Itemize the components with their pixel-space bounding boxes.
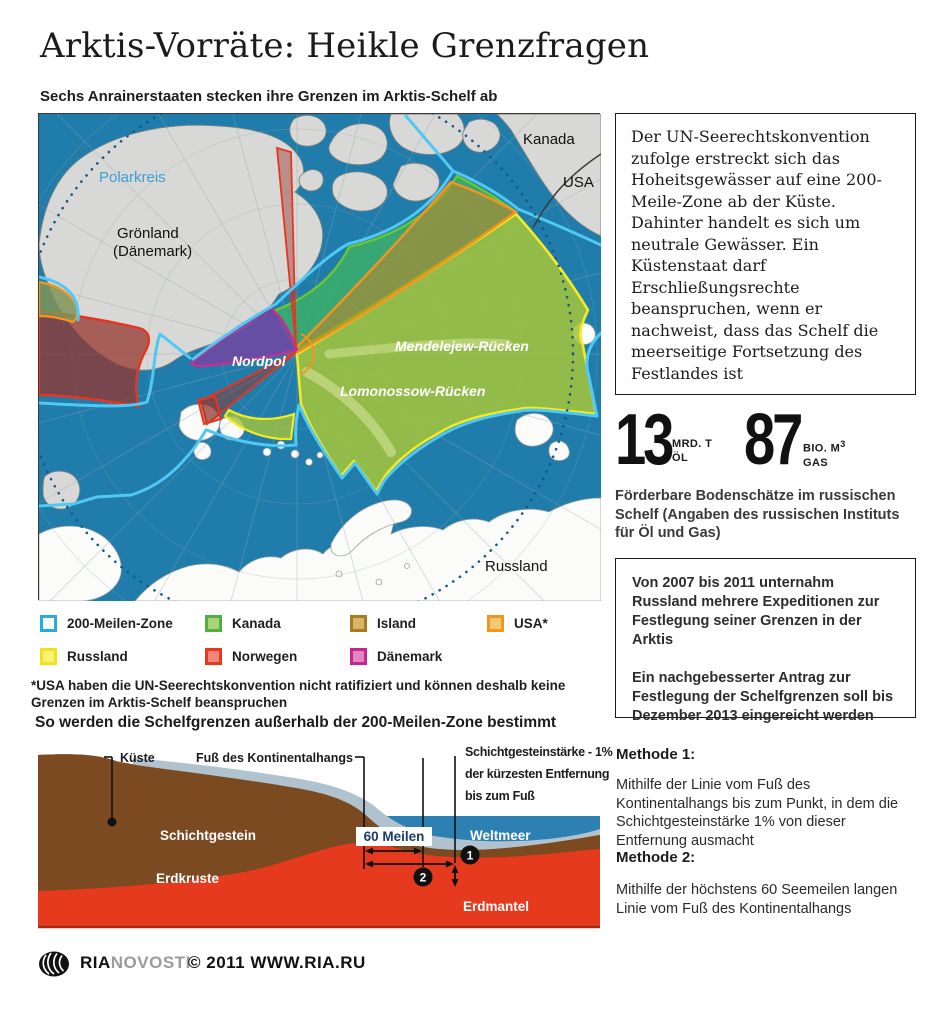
label-schichtstaerke-1: Schichtgesteinstärke - 1% bbox=[465, 745, 613, 759]
label-60-meilen: 60 Meilen bbox=[363, 829, 425, 844]
islet bbox=[376, 579, 382, 585]
islet bbox=[336, 571, 342, 577]
gas-unit-line1: BIO. $M^3$ bbox=[803, 439, 846, 455]
legend-label: Kanada bbox=[232, 616, 281, 631]
label-mendelejew-ruecken: Mendelejew-Rücken bbox=[395, 338, 529, 354]
label-lomonossow-ruecken: Lomonossow-Rücken bbox=[340, 383, 486, 399]
brand-novosti: NOVOSTI bbox=[110, 953, 191, 972]
legend-label: Island bbox=[377, 616, 417, 631]
gas-stat-units bbox=[803, 437, 846, 470]
legend-label: Dänemark bbox=[377, 649, 443, 664]
oil-stat-value: 13 bbox=[615, 400, 672, 480]
label-groenland: Grönland bbox=[117, 225, 179, 242]
arctic-island bbox=[393, 163, 439, 201]
legend-label: Norwegen bbox=[232, 649, 298, 664]
legend-swatch-daenemark bbox=[350, 648, 367, 665]
franz-josef-island bbox=[291, 450, 299, 458]
islet bbox=[405, 564, 410, 569]
oil-unit-line2: ÖL bbox=[672, 452, 689, 464]
coast-dot bbox=[108, 818, 117, 827]
arctic-map bbox=[38, 113, 600, 600]
marker-1 bbox=[461, 846, 480, 865]
arctic-island bbox=[290, 115, 326, 146]
label-russland: Russland bbox=[485, 558, 548, 575]
legend-swatch-200-meilen-zone bbox=[40, 615, 57, 632]
legend-swatch-kanada bbox=[205, 615, 222, 632]
label-usa: USA bbox=[563, 174, 594, 191]
label-kueste: Küste bbox=[120, 751, 155, 765]
legend-swatch-norwegen bbox=[205, 648, 222, 665]
gas-stat-value: 87 bbox=[744, 400, 801, 480]
gas-unit-superscript: 3 bbox=[840, 439, 846, 449]
label-schichtstaerke-3: bis zum Fuß bbox=[465, 789, 535, 803]
label-weltmeer: Weltmeer bbox=[470, 828, 531, 843]
expeditions-info-box bbox=[615, 558, 916, 724]
oil-stat-units bbox=[672, 437, 712, 465]
label-erdkruste: Erdkruste bbox=[156, 871, 220, 886]
expeditions-paragraph-2: Ein nachgebesserter Antrag zur Festlegung der Schelfgrenzen soll bis Dezember 2013 eingereicht werden bbox=[632, 670, 894, 724]
svg-text:2: 2 bbox=[419, 870, 427, 885]
label-erdmantel: Erdmantel bbox=[463, 899, 530, 914]
usa-footnote: *USA haben die UN-Seerechtskonvention nicht ratifiziert und können deshalb keine Grenzen im Arktis-Schelf beanspruchen bbox=[31, 678, 566, 710]
ria-novosti-logo-icon bbox=[38, 950, 72, 978]
legend-swatch-island bbox=[350, 615, 367, 632]
arctic-island bbox=[463, 119, 500, 152]
label-schichtstaerke-2: der kürzesten Entfernung bbox=[465, 767, 610, 781]
page-subtitle: Sechs Anrainerstaaten stecken ihre Grenzen im Arktis-Schelf ab bbox=[40, 88, 498, 105]
shelf-diagram bbox=[38, 743, 618, 940]
legend-swatch-usa bbox=[487, 615, 504, 632]
label-fuss-kontinentalhang: Fuß des Kontinentalhangs bbox=[196, 751, 353, 765]
label-schichtgestein: Schichtgestein bbox=[160, 828, 257, 843]
label-kanada: Kanada bbox=[523, 131, 575, 148]
gas-unit-line2: GAS bbox=[803, 456, 829, 469]
oil-unit-line1: MRD. T bbox=[672, 438, 713, 450]
legend-swatch-russland bbox=[40, 648, 57, 665]
un-convention-info-box bbox=[615, 113, 916, 395]
franz-josef-island bbox=[306, 459, 313, 466]
shelf-diagram-svg bbox=[38, 743, 618, 940]
arctic-map-svg bbox=[39, 114, 601, 601]
method-1-title: Methode 1: bbox=[616, 746, 696, 763]
marker-2 bbox=[414, 868, 433, 887]
method-1-text: Mithilfe der Linie vom Fuß des Kontinentalhangs bis zum Punkt, in dem die Schichtgesteinstärke 1% von dieser Entfernung ausmacht bbox=[616, 777, 899, 849]
franz-josef-island bbox=[317, 452, 323, 458]
brand-ria-novosti bbox=[80, 953, 191, 973]
brand-ria: RIA bbox=[80, 953, 111, 972]
legend-label: USA* bbox=[514, 616, 548, 631]
un-convention-text: Der UN-Seerechtskonvention zufolge erstreckt sich das Hoheitsgewässer auf eine 200- Meile-Zone ab der Küste. Dahinter handelt es sich um neutrale Gewässer. Ein Küstenstaat darf Erschließungsrechte beanspruchen, wenn er nachweist, dass das Schelf die meerseitige Fortsetzung des Festlandes ist bbox=[631, 127, 882, 383]
page-title: Arktis-Vorräte: Heikle Grenzfragen bbox=[40, 26, 650, 66]
expeditions-paragraph-1: Von 2007 bis 2011 unternahm Russland mehrere Expeditionen zur Festlegung seiner Grenzen in der Arktis bbox=[632, 575, 880, 648]
legend-label: Russland bbox=[67, 649, 128, 664]
method-2-title: Methode 2: bbox=[616, 849, 696, 866]
label-nordpol: Nordpol bbox=[232, 353, 286, 369]
label-groenland-2: (Dänemark) bbox=[113, 243, 193, 260]
island bbox=[549, 441, 569, 460]
legend-label: 200-Meilen-Zone bbox=[67, 616, 173, 631]
label-polarkreis: Polarkreis bbox=[99, 169, 166, 186]
stats-caption: Förderbare Bodenschätze im russischen Schelf (Angaben des russischen Instituts für Öl und Gas) bbox=[615, 488, 900, 541]
svg-text:1: 1 bbox=[466, 848, 474, 863]
copyright-text: © 2011 WWW.RIA.RU bbox=[188, 953, 366, 972]
shelf-section-title: So werden die Schelfgrenzen außerhalb der 200-Meilen-Zone bestimmt bbox=[35, 714, 557, 731]
method-2-text: Mithilfe der höchstens 60 Seemeilen langen Linie vom Fuß des Kontinentalhangs bbox=[616, 882, 898, 917]
